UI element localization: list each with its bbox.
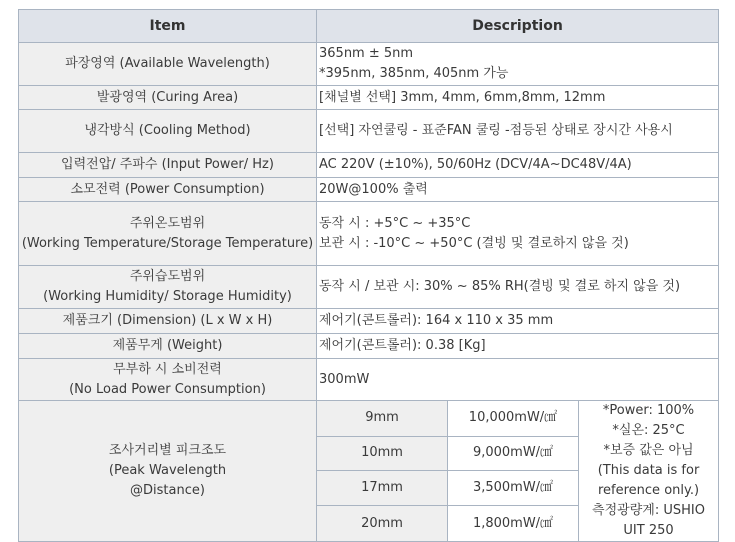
distance-cell: 17mm xyxy=(317,470,448,506)
row-label: 제품크기 (Dimension) (L x W x H) xyxy=(19,309,317,334)
distance-cell: 9mm xyxy=(317,401,448,437)
table-row xyxy=(19,86,719,110)
row-label: 제품무게 (Weight) xyxy=(19,334,317,359)
description-header: Description xyxy=(317,10,719,43)
row-value: [채널별 선택] 3mm, 4mm, 6mm,8mm, 12mm xyxy=(317,86,719,110)
row-value: 300mW xyxy=(317,359,719,401)
distance-cell: 10mm xyxy=(317,436,448,470)
row-label: 소모전력 (Power Consumption) xyxy=(19,178,317,202)
irradiance-cell: 9,000mW/㎠ xyxy=(448,436,579,470)
irradiance-cell: 10,000mW/㎠ xyxy=(448,401,579,437)
peak-label: 조사거리별 피크조도 (Peak Wavelength @Distance) xyxy=(19,401,317,542)
table-row xyxy=(19,153,719,178)
irradiance-cell: 3,500mW/㎠ xyxy=(448,470,579,506)
row-value: 365nm ± 5nm *395nm, 385nm, 405nm 가능 xyxy=(317,43,719,86)
table-row xyxy=(19,43,719,86)
row-label: 무부하 시 소비전력 (No Load Power Consumption) xyxy=(19,359,317,401)
peak-notes: *Power: 100% *실온: 25°C *보증 값은 아님 (This data is for reference only.) 측정광량계: USHIO UIT 250 xyxy=(579,401,719,542)
row-label: 주위온도범위 (Working Temperature/Storage Temperature) xyxy=(19,202,317,266)
row-value: 제어기(콘트롤러): 164 x 110 x 35 mm xyxy=(317,309,719,334)
row-value: 20W@100% 출력 xyxy=(317,178,719,202)
item-header: Item xyxy=(19,10,317,43)
row-value: 동작 시 / 보관 시: 30% ~ 85% RH(결빙 및 결로 하지 않을 것) xyxy=(317,266,719,309)
spec-table xyxy=(18,9,719,542)
row-label: 발광영역 (Curing Area) xyxy=(19,86,317,110)
table-row xyxy=(19,202,719,266)
row-value: 동작 시 : +5°C ~ +35°C 보관 시 : -10°C ~ +50°C (결빙 및 결로하지 않을 것) xyxy=(317,202,719,266)
distance-cell: 20mm xyxy=(317,506,448,542)
table-row xyxy=(19,359,719,401)
table-row xyxy=(19,266,719,309)
header-row xyxy=(19,10,719,43)
row-label: 주위습도범위 (Working Humidity/ Storage Humidity) xyxy=(19,266,317,309)
table-row xyxy=(19,110,719,153)
row-value: AC 220V (±10%), 50/60Hz (DCV/4A~DC48V/4A) xyxy=(317,153,719,178)
row-label: 냉각방식 (Cooling Method) xyxy=(19,110,317,153)
table-row xyxy=(19,334,719,359)
row-value: [선택] 자연쿨링 - 표준FAN 쿨링 -점등된 상태로 장시간 사용시 xyxy=(317,110,719,153)
table-row xyxy=(19,309,719,334)
irradiance-cell: 1,800mW/㎠ xyxy=(448,506,579,542)
row-value: 제어기(콘트롤러): 0.38 [Kg] xyxy=(317,334,719,359)
row-label: 입력전압/ 주파수 (Input Power/ Hz) xyxy=(19,153,317,178)
table-row xyxy=(19,178,719,202)
row-label: 파장영역 (Available Wavelength) xyxy=(19,43,317,86)
peak-row xyxy=(19,401,719,437)
